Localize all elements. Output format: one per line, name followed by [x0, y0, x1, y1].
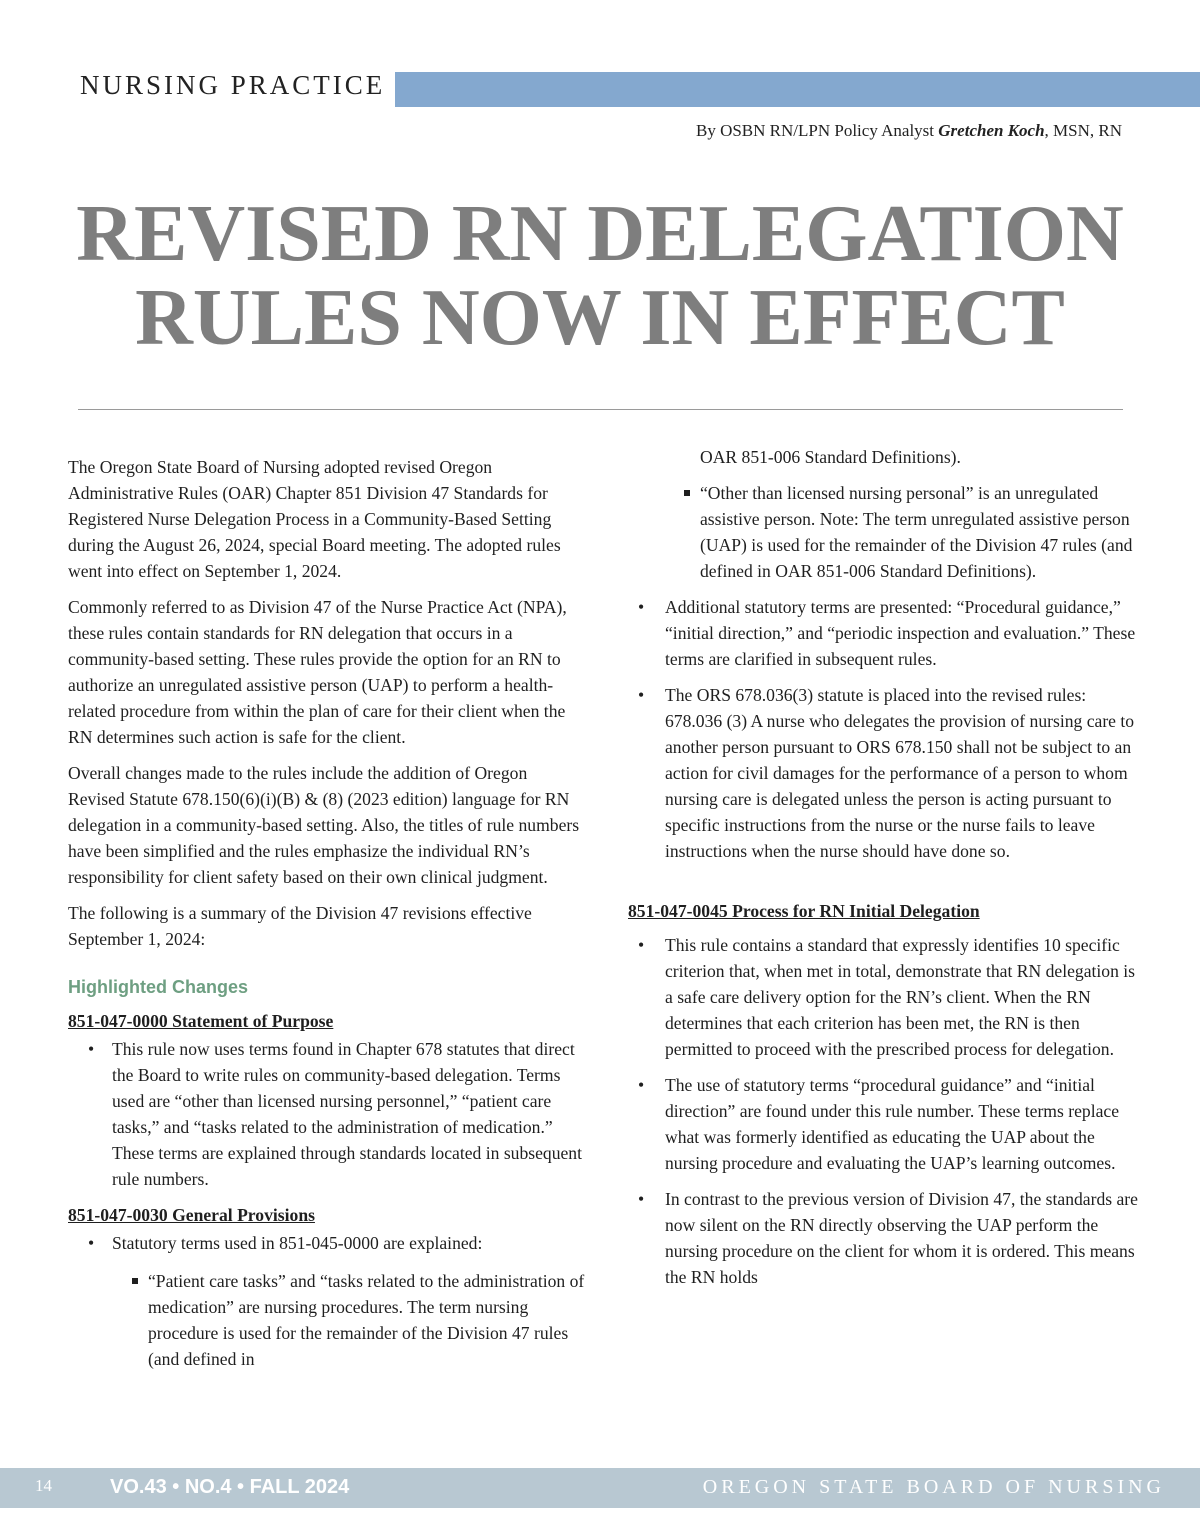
issue-label: VO.43 • NO.4 • FALL 2024	[110, 1476, 350, 1498]
rule-0030-subbullets	[112, 1268, 588, 1372]
right-column	[628, 444, 1138, 1300]
sub-bullet-item: “Other than licensed nursing personal” is an unregulated assistive person. Note: The term unregulated assistive person (UAP) is used for the remainder of the Division 47 rules (and defined in OAR 851-006 Standard Definitions).	[664, 480, 1138, 584]
byline-suffix: , MSN, RN	[1044, 121, 1122, 140]
page-number: 14	[35, 1476, 52, 1495]
right-bullets	[628, 594, 1138, 864]
highlighted-changes-heading: Highlighted Changes	[68, 977, 248, 997]
byline-author: Gretchen Koch	[938, 121, 1045, 140]
sub-bullet-item: “Patient care tasks” and “tasks related to the administration of medication” are nursing procedures. The term nursing procedure is used for the remainder of the Division 47 rules (and defined in	[112, 1268, 588, 1372]
bullet-item: • The use of statutory terms “procedural guidance” and “initial direction” are found under this rule number. These terms replace what was formerly identified as educating the UAP about the nursing procedure and evaluating the UAP’s learning outcomes.	[628, 1072, 1138, 1176]
bullet-item: • This rule contains a standard that expressly identifies 10 specific criterion that, when met in total, demonstrate that RN delegation is a safe care delivery option for the RN’s client. When the RN determines that each criterion has been met, the RN is then permitted to proceed with the prescribed process for delegation.	[628, 932, 1138, 1062]
continued-text: OAR 851-006 Standard Definitions).	[700, 447, 961, 467]
byline-prefix: By OSBN RN/LPN Policy Analyst	[695, 121, 939, 140]
body-paragraph: Commonly referred to as Division 47 of the Nurse Practice Act (NPA), these rules contain standards for RN delegation that occurs in a community-based setting. These rules provide the option for an RN to authorize an unregulated assistive person (UAP) to perform a health-related procedure from within the plan of care for their client when the RN determines such action is safe for the client.	[68, 597, 567, 747]
bullet-item: • In contrast to the previous version of Division 47, the standards are now silent on the RN directly observing the UAP perform the nursing procedure on the client for whom it is ordered. This means the RN holds	[628, 1186, 1138, 1290]
article-headline	[60, 192, 1140, 360]
rule-0045-bullets	[628, 932, 1138, 1290]
headline-divider	[78, 409, 1123, 410]
bullet-item: • Additional statutory terms are presented: “Procedural guidance,” “initial direction,” and “periodic inspection and evaluation.” These terms are clarified in subsequent rules.	[628, 594, 1138, 672]
headline-line-1: REVISED RN DELEGATION	[76, 190, 1124, 278]
rule-0030-bullets	[68, 1230, 588, 1256]
rule-heading-0000: 851-047-0000 Statement of Purpose	[68, 1011, 334, 1031]
headline-line-2: RULES NOW IN EFFECT	[135, 274, 1065, 362]
section-label: NURSING PRACTICE	[80, 70, 386, 100]
section-header-bar	[395, 72, 1200, 107]
bullet-item: • The ORS 678.036(3) statute is placed into the revised rules: 678.036 (3) A nurse who delegates the provision of nursing care to another person pursuant to ORS 678.150 shall not be subject to an action for civil damages for the performance of a person to whom nursing care is delegated unless the person is acting pursuant to specific instructions from the nurse or the nurse fails to leave instructions when the nurse should have done so.	[628, 682, 1138, 864]
rule-heading-0045: 851-047-0045 Process for RN Initial Delegation	[628, 901, 980, 921]
intro-paragraph: The Oregon State Board of Nursing adopted revised Oregon Administrative Rules (OAR) Chapter 851 Division 47 Standards for Registered Nurse Delegation Process in a Community-Based Setting during the August 26, 2024, special Board meeting. The adopted rules went into effect on September 1, 2024.	[68, 457, 561, 581]
body-paragraph: The following is a summary of the Division 47 revisions effective September 1, 2024:	[68, 903, 532, 949]
body-paragraph: Overall changes made to the rules include the addition of Oregon Revised Statute 678.150(6)(i)(B) & (8) (2023 edition) language for RN delegation in a community-based setting. Also, the titles of rule numbers have been simplified and the rules emphasize the individual RN’s responsibility for client safety based on their own clinical judgment.	[68, 763, 580, 887]
bullet-item: • Statutory terms used in 851-045-0000 are explained:	[68, 1230, 588, 1256]
rule-heading-0030: 851-047-0030 General Provisions	[68, 1205, 315, 1225]
left-column	[68, 454, 588, 1382]
right-subbullets	[664, 480, 1138, 584]
rule-0000-bullets	[68, 1036, 588, 1192]
page-footer	[0, 1468, 1200, 1508]
organization-name: OREGON STATE BOARD OF NURSING	[702, 1476, 1165, 1498]
byline	[696, 121, 1122, 141]
bullet-item: • This rule now uses terms found in Chapter 678 statutes that direct the Board to write rules on community-based delegation. Terms used are “other than licensed nursing personnel,” “patient care tasks,” and “tasks related to the administration of medication.” These terms are explained through standards located in subsequent rule numbers.	[68, 1036, 588, 1192]
